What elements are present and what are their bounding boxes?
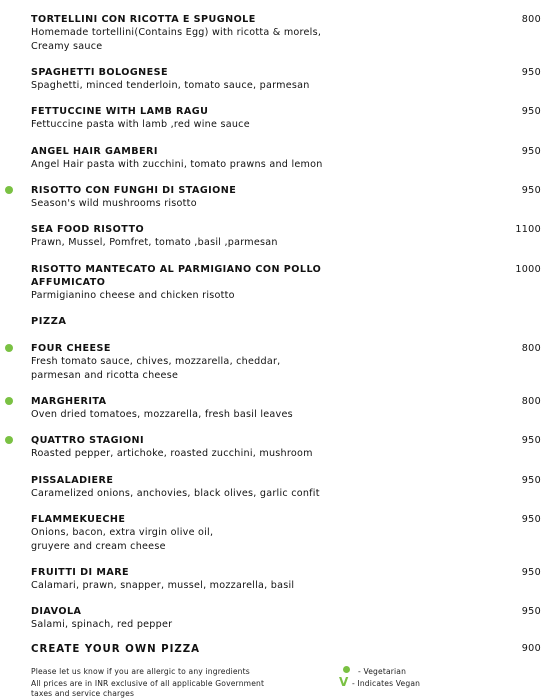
item-name: RISOTTO CON FUNGHI DI STAGIONE — [31, 185, 237, 196]
item-name: SPAGHETTI BOLOGNESE — [31, 67, 169, 78]
item-description: Parmigianino cheese and chicken risotto — [31, 290, 235, 301]
item-description: Salami, spinach, red pepper — [31, 619, 173, 630]
vegetarian-legend-icon — [343, 666, 350, 673]
item-name: FOUR CHEESE — [31, 343, 111, 354]
item-price: 950 — [521, 67, 541, 78]
item-name: MARGHERITA — [31, 396, 107, 407]
allergy-note: Please let us know if you are allergic to any ingredients — [31, 667, 250, 676]
prices-note: All prices are in INR exclusive of all applicable Government — [31, 679, 265, 688]
item-description: Prawn, Mussel, Pomfret, tomato ,basil ,parmesan — [31, 237, 278, 248]
item-name: FETTUCCINE WITH LAMB RAGU — [31, 106, 209, 117]
item-price: 800 — [521, 14, 541, 25]
item-price: 950 — [521, 475, 541, 486]
item-name: DIAVOLA — [31, 606, 82, 617]
taxes-note: taxes and service charges — [31, 689, 135, 698]
item-name: PISSALADIERE — [31, 475, 114, 486]
item-name: ANGEL HAIR GAMBERI — [31, 146, 158, 157]
item-price: 950 — [521, 146, 541, 157]
vegetarian-icon — [5, 397, 13, 405]
item-description: Onions, bacon, extra virgin olive oil, gruyere and cream cheese — [31, 527, 214, 552]
item-price: 950 — [521, 435, 541, 446]
vegetarian-icon — [5, 436, 13, 444]
item-description: Calamari, prawn, snapper, mussel, mozzarella, basil — [31, 580, 295, 591]
item-description: Season's wild mushrooms risotto — [31, 198, 197, 209]
item-description: Roasted pepper, artichoke, roasted zucchini, mushroom — [31, 448, 313, 459]
item-description: Oven dried tomatoes, mozzarella, fresh basil leaves — [31, 409, 293, 420]
item-description: Spaghetti, minced tenderloin, tomato sauce, parmesan — [31, 80, 310, 91]
section-title-pizza: PIZZA — [31, 316, 67, 327]
item-name: FLAMMEKUECHE — [31, 514, 126, 525]
item-description: Angel Hair pasta with zucchini, tomato prawns and lemon — [31, 159, 323, 170]
item-price: 800 — [521, 396, 541, 407]
item-description: Fresh tomato sauce, chives, mozzarella, cheddar, parmesan and ricotta cheese — [31, 356, 281, 381]
item-price: 800 — [521, 343, 541, 354]
item-price: 950 — [521, 106, 541, 117]
vegan-legend-label: - Indicates Vegan — [352, 679, 421, 688]
item-price: 950 — [521, 606, 541, 617]
item-price: 1000 — [515, 264, 541, 275]
item-price: 1100 — [515, 224, 541, 235]
item-name: SEA FOOD RISOTTO — [31, 224, 145, 235]
item-name: QUATTRO STAGIONI — [31, 435, 145, 446]
item-description: Caramelized onions, anchovies, black olives, garlic confit — [31, 488, 320, 499]
item-price: 950 — [521, 185, 541, 196]
item-name: TORTELLINI CON RICOTTA E SPUGNOLE — [31, 14, 256, 25]
item-description: Homemade tortellini(Contains Egg) with ricotta & morels, Creamy sauce — [31, 27, 322, 52]
create-your-own-title: CREATE YOUR OWN PIZZA — [31, 644, 201, 655]
vegan-mark-icon: V — [339, 675, 349, 689]
vegetarian-icon — [5, 344, 13, 352]
vegetarian-legend-label: - Vegetarian — [358, 667, 407, 676]
vegetarian-icon — [5, 186, 13, 194]
item-name: RISOTTO MANTECATO AL PARMIGIANO CON POLLO AFFUMICATO — [31, 264, 322, 288]
create-your-own-price: 900 — [521, 643, 541, 654]
item-name: FRUITTI DI MARE — [31, 567, 130, 578]
item-description: Fettuccine pasta with lamb ,red wine sauce — [31, 119, 250, 130]
item-price: 950 — [521, 567, 541, 578]
item-price: 950 — [521, 514, 541, 525]
